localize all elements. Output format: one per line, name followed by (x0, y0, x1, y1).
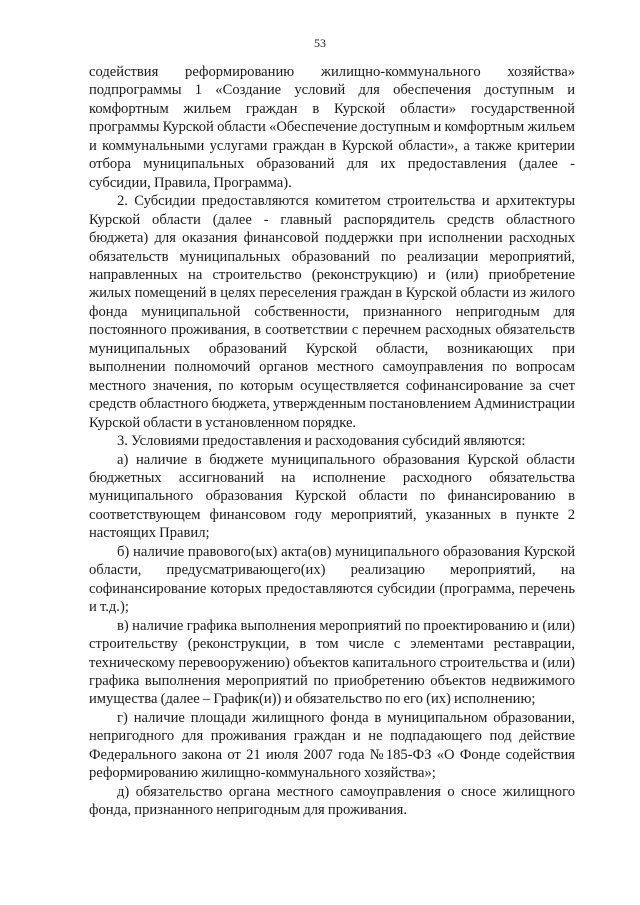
paragraph-3b: б) наличие правового(ых) акта(ов) муниципального образования Курской области, предусматривающего(их) реализацию мероприятий, на софинансирование которых предоставляются субсидии (программа, перечень и т.д.); (89, 543, 575, 616)
document-body (89, 63, 575, 820)
paragraph-continuation: содействия реформированию жилищно-коммунального хозяйства» подпрограммы 1 «Создание условий для обеспечения доступным и комфортным жильем граждан в Курской области» государственной программы Курской области «Обеспечение доступным и комфортным жильем и коммунальными услугами граждан в Курской области», а также критерии отбора муниципальных образований для их предоставления (далее - субсидии, Правила, Программа). (89, 64, 575, 191)
paragraph-3e: д) обязательство органа местного самоуправления о сносе жилищного фонда, признанного непригодным для проживания. (89, 783, 575, 819)
paragraph-3a: а) наличие в бюджете муниципального образования Курской области бюджетных ассигнований на исполнение расходного обязательства муниципального образования Курской области по финансированию в соответствующем финансовом году мероприятий, указанных в пункте 2 настоящих Правил; (89, 451, 575, 542)
paragraph-3c: в) наличие графика выполнения мероприятий по проектированию и (или) строительству (реконструкции, в том числе с элементами реставрации, техническому перевооружению) объектов капитального строительства и (или) графика выполнения мероприятий по приобретению объектов недвижимого имущества (далее – График(и)) и обязательство по его (их) исполнению; (89, 617, 575, 708)
paragraph-3: 3. Условиями предоставления и расходования субсидий являются: (117, 433, 526, 450)
page-number: 53 (314, 36, 326, 50)
paragraph-3d: г) наличие площади жилищного фонда в муниципальном образовании, непригодного для проживания граждан и не подпадающего под действие Федерального закона от 21 июля 2007 года №185-ФЗ «О Фонде содействия реформированию жилищно-коммунального хозяйства»; (89, 709, 575, 782)
paragraph-2: 2. Субсидии предоставляются комитетом строительства и архитектуры Курской области (далее - главный распорядитель средств областного бюджета) для оказания финансовой поддержки при исполнении расходных обязательств муниципальных образований по реализации мероприятий, направленных на строительство (реконструкцию) и (или) приобретение жилых помещений в целях переселения граждан в Курской области из жилого фонда муниципальной собственности, признанного непригодным для постоянного проживания, в соответствии с перечнем расходных обязательств муниципальных образований Курской области, возникающих при выполнении полномочий органов местного самоуправления по вопросам местного значения, по которым осуществляется софинансирование за счет средств областного бюджета, утвержденным постановлением Администрации Курской области в установленном порядке. (89, 193, 575, 431)
